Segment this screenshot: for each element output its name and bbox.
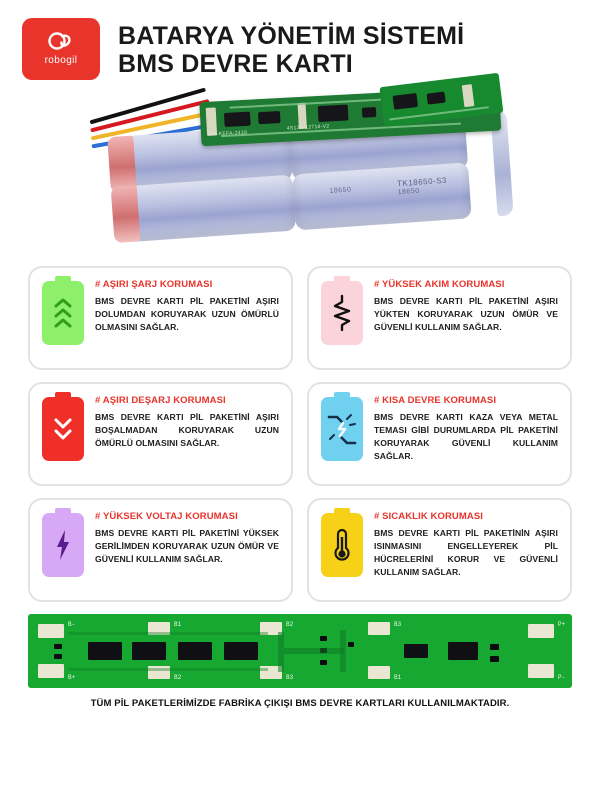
mosfet-chip (224, 642, 258, 660)
temperature-icon (321, 513, 363, 577)
feature-card-yuksek-voltaj (28, 498, 293, 602)
mosfet-chip (178, 642, 212, 660)
battery-pack-photo (92, 98, 507, 244)
board-silk-label: P+ (558, 621, 566, 628)
page-title-line1: BATARYA YÖNETİM SİSTEMİ (118, 22, 465, 50)
board-silk-label: B1 (174, 621, 182, 628)
pcb-label-secondary: HH-KEFA-2418 (208, 129, 248, 138)
board-pad (368, 666, 390, 679)
board-silk-label: B3 (286, 674, 294, 681)
smd-resistor (54, 654, 62, 659)
pcb-label-main: 4S12A-12718-V2 (286, 123, 330, 132)
footer-note: TÜM PİL PAKETLERİMİZDE FABRİKA ÇIKIŞI BMS DEVRE KARTLARI KULLANILMAKTADIR. (90, 698, 510, 709)
feature-text: BMS DEVRE KARTI PİL PAKETİNİ AŞIRI BOŞALMADAN KORUYARAK UZUN ÖMÜRLÜ OLMASINI SAĞLAR. (95, 412, 279, 448)
board-pad (38, 624, 64, 638)
board-trace (68, 668, 268, 671)
feature-card-asiri-desarj (28, 382, 293, 486)
board-trace (284, 648, 344, 654)
feature-title: # YÜKSEK AKIM KORUMASI (374, 279, 505, 290)
feature-title: # AŞIRI DEŞARJ KORUMASI (95, 395, 226, 406)
brand-logo (22, 18, 100, 80)
smd-chip (362, 107, 377, 118)
smd-chip (393, 93, 419, 110)
board-silk-label: P- (558, 674, 566, 681)
board-silk-label: B2 (286, 621, 294, 628)
mosfet-chip (88, 642, 122, 660)
feature-card-kisa-devre (307, 382, 572, 486)
board-silk-label: B1 (394, 674, 402, 681)
mosfet-chip (224, 112, 251, 127)
board-silk-label: B- (68, 621, 76, 628)
mosfet-chip (132, 642, 166, 660)
feature-title: # YÜKSEK VOLTAJ KORUMASI (95, 511, 238, 522)
cell-cap-2 (111, 185, 141, 243)
brand-logo-text: robogil (44, 55, 78, 66)
feature-text: BMS DEVRE KARTI PİL PAKETİNİ AŞIRI YÜKTEN KORUYARAK UZUN ÖMÜR VE GÜVENLİ KULLANIM SAĞLAR. (374, 296, 558, 332)
smd-resistor (54, 644, 62, 649)
cell-3 (123, 175, 296, 243)
ic-chip (318, 104, 349, 122)
feature-card-sicaklik (307, 498, 572, 602)
overvoltage-icon (42, 513, 84, 577)
board-silk-label: B3 (394, 621, 402, 628)
feature-text: BMS DEVRE KARTI KAZA VEYA METAL TEMASI GİBİ DURUMLARDA PİL PAKETİNİ KORUYARAK GÜVENLİ KULLANIM SAĞLAR. (374, 412, 558, 461)
board-pad (368, 622, 390, 635)
solder-pad (462, 84, 475, 107)
board-trace (68, 632, 268, 635)
short-circuit-icon (321, 397, 363, 461)
feature-title: # SICAKLIK KORUMASI (374, 511, 484, 522)
feature-title: # AŞIRI ŞARJ KORUMASI (95, 279, 213, 290)
smd-resistor (320, 636, 327, 641)
smd-resistor (320, 660, 327, 665)
board-pad (38, 664, 64, 678)
overcurrent-icon (321, 281, 363, 345)
board-pad (528, 624, 554, 638)
board-silk-label: B+ (68, 674, 76, 681)
cell-4 (292, 162, 471, 230)
feature-card-yuksek-akim (307, 266, 572, 370)
robogil-mark-icon (48, 32, 74, 52)
feature-text: BMS DEVRE KARTI PİL PAKETİNİ AŞIRI DOLUMDAN KORUYARAK UZUN ÖMÜRLÜ OLMASINI SAĞLAR. (95, 296, 279, 332)
battery-overdischarge-icon (42, 397, 84, 461)
ic-chip (448, 642, 478, 660)
board-pad (528, 664, 554, 678)
bms-board-photo (28, 614, 572, 688)
cell-label-1: 18650 (329, 186, 352, 195)
board-trace (340, 630, 346, 672)
mosfet-chip (258, 111, 281, 124)
pcb-label-pack: TK18650-S3 (396, 175, 448, 189)
cell-label-2: 18650 (397, 187, 420, 197)
smd-capacitor (490, 644, 499, 650)
ic-chip (404, 644, 428, 658)
cell-cap-1 (107, 136, 137, 194)
board-silk-label: B2 (174, 674, 182, 681)
feature-grid (0, 262, 600, 602)
feature-title: # KISA DEVRE KORUMASI (374, 395, 497, 406)
battery-overcharge-icon (42, 281, 84, 345)
page-title-line2: BMS DEVRE KARTI (118, 50, 353, 78)
feature-text: BMS DEVRE KARTI PİL PAKETİNİ YÜKSEK GERİLİMDEN KORUYARAK UZUN ÖMÜR VE GÜVENLİ KULLANIM SAĞLAR. (95, 528, 279, 564)
smd-resistor (348, 642, 354, 647)
page-title (118, 20, 464, 78)
page-header (0, 0, 600, 86)
smd-chip (427, 92, 446, 105)
feature-card-asiri-sarj (28, 266, 293, 370)
hero-image (0, 88, 600, 258)
smd-capacitor (490, 656, 499, 662)
feature-text: BMS DEVRE KARTI PİL PAKETİNİN AŞIRI ISINMASINI ENGELLEYEREK PİL HÜCRELERİNİ KORUR VE GÜVENLİ KULLANIM SAĞLAR. (374, 528, 558, 577)
